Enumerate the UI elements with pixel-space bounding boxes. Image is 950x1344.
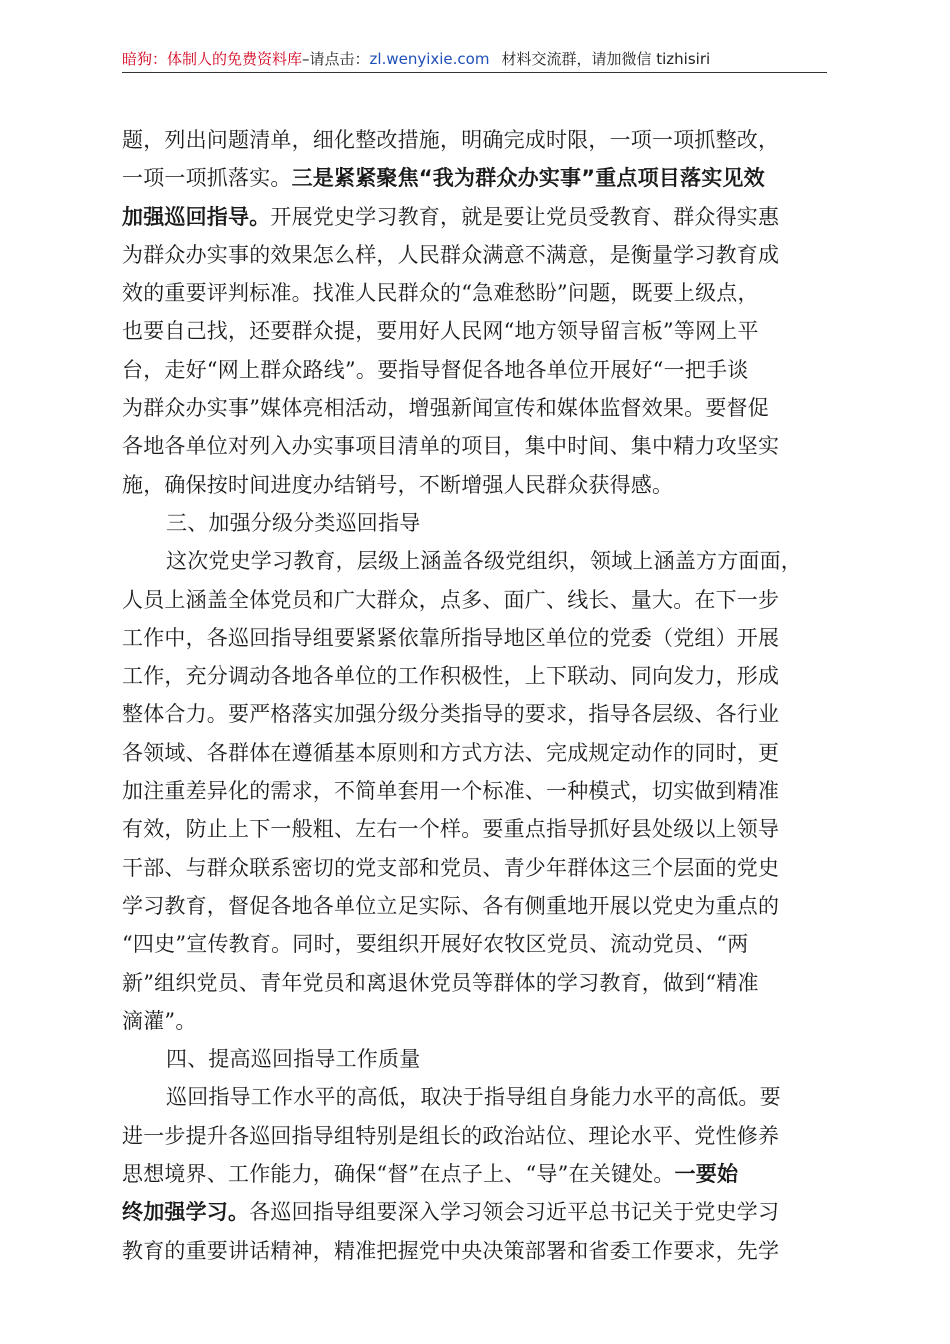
text-line	[122, 925, 838, 963]
text-segment: 巡回指导工作水平的高低，取决于指导组自身能力水平的高低。要	[166, 1085, 781, 1110]
text-segment: 施，确保按时间进度办结销号，不断增强人民群众获得感。	[122, 472, 674, 497]
text-segment: 为群众办实事”媒体亮相活动，增强新闻宣传和媒体监督效果。要督促	[122, 396, 769, 421]
bold-text-segment: 三是紧紧聚焦“我为群众办实事”重点项目落实见效	[291, 166, 765, 191]
text-segment: 进一步提升各巡回指导组特别是组长的政治站位、理论水平、党性修养	[122, 1123, 780, 1148]
text-line	[122, 1193, 838, 1231]
header-brand: 暗狗：体制人的免费资料库	[122, 50, 303, 68]
text-segment: 工作，充分调动各地各单位的工作积极性，上下联动、同向发力，形成	[122, 664, 780, 689]
text-line	[122, 1040, 838, 1078]
text-segment: 也要自己找，还要群众提，要用好人民网“地方领导留言板”等网上平	[122, 319, 759, 344]
text-line	[122, 619, 838, 657]
text-segment: 各地各单位对列入办实事项目清单的项目，集中时间、集中精力攻坚实	[122, 434, 780, 459]
bold-text-segment: 加强巡回指导。	[122, 204, 271, 229]
text-line	[122, 964, 838, 1002]
text-line	[122, 772, 838, 810]
text-segment: 四、提高巡回指导工作质量	[166, 1047, 421, 1072]
text-segment: 题，列出问题清单，细化整改措施，明确完成时限，一项一项抓整改，	[122, 128, 780, 152]
text-segment: 台，走好“网上群众路线”。要指导督促各地各单位开展好“一把手谈	[122, 357, 749, 382]
text-segment: 工作中，各巡回指导组要紧紧依靠所指导地区单位的党委（党组）开展	[122, 625, 780, 650]
text-segment: 这次党史学习教育，层级上涵盖各级党组织，领域上涵盖方方面面，	[166, 549, 802, 574]
text-line	[122, 466, 838, 504]
text-segment: “四史”宣传教育。同时，要组织开展好农牧区党员、流动党员、“两	[122, 932, 749, 957]
text-segment: 各领域、各群体在遵循基本原则和方式方法、完成规定动作的同时，更	[122, 740, 780, 765]
page-header	[122, 46, 827, 72]
text-segment: 三、加强分级分类巡回指导	[166, 510, 421, 535]
text-line	[122, 1078, 838, 1116]
text-line	[122, 236, 838, 274]
text-segment: 为群众办实事的效果怎么样，人民群众满意不满意，是衡量学习教育成	[122, 242, 780, 267]
text-segment: 有效，防止上下一般粗、左右一个样。要重点指导抓好县处级以上领导	[122, 817, 780, 842]
document-body	[122, 121, 838, 1270]
text-line	[122, 542, 838, 580]
text-line	[122, 887, 838, 925]
text-segment: 干部、与群众联系密切的党支部和党员、青少年群体这三个层面的党史	[122, 855, 780, 880]
text-segment: 思想境界、工作能力，确保“督”在点子上、“导”在关键处。	[122, 1162, 675, 1187]
text-segment: 加注重差异化的需求，不简单套用一个标准、一种模式，切实做到精准	[122, 779, 780, 804]
text-line	[122, 121, 838, 159]
text-segment: 整体合力。要严格落实加强分级分类指导的要求，指导各层级、各行业	[122, 702, 780, 727]
bold-text-segment: 终加强学习。	[122, 1200, 250, 1225]
text-line	[122, 581, 838, 619]
text-line	[122, 389, 838, 427]
header-contact: 材料交流群，请加微信 tizhisiri	[501, 50, 711, 68]
text-segment: 各巡回指导组要深入学习领会习近平总书记关于党史学习	[249, 1200, 780, 1225]
text-segment: 滴灌”。	[122, 1008, 197, 1033]
text-segment: 效的重要评判标准。找准人民群众的“急难愁盼”问题，既要上级点，	[122, 281, 759, 306]
text-line	[122, 1155, 838, 1193]
text-line	[122, 1117, 838, 1155]
text-line	[122, 849, 838, 887]
text-line	[122, 351, 838, 389]
text-line	[122, 695, 838, 733]
header-link[interactable]: zl.wenyixie.com	[369, 50, 490, 68]
text-line	[122, 427, 838, 465]
text-segment: 新”组织党员、青年党员和离退休党员等群体的学习教育，做到“精准	[122, 970, 759, 995]
text-segment: 人员上涵盖全体党员和广大群众，点多、面广、线长、量大。在下一步	[122, 587, 780, 612]
text-line	[122, 312, 838, 350]
text-line	[122, 1232, 838, 1270]
text-line	[122, 274, 838, 312]
text-segment: 教育的重要讲话精神，精准把握党中央决策部署和省委工作要求，先学	[122, 1238, 780, 1263]
text-line	[122, 504, 838, 542]
text-line	[122, 734, 838, 772]
text-line	[122, 657, 838, 695]
text-segment: 开展党史学习教育，就是要让党员受教育、群众得实惠	[270, 204, 780, 229]
text-line	[122, 810, 838, 848]
header-prompt: –请点击：	[302, 50, 370, 68]
header-divider	[122, 72, 827, 73]
bold-text-segment: 一要始	[674, 1162, 739, 1187]
text-line	[122, 1002, 838, 1040]
text-segment: 一项一项抓落实。	[122, 166, 292, 191]
text-segment: 学习教育，督促各地各单位立足实际、各有侧重地开展以党史为重点的	[122, 893, 780, 918]
text-line	[122, 198, 838, 236]
text-line	[122, 159, 838, 197]
